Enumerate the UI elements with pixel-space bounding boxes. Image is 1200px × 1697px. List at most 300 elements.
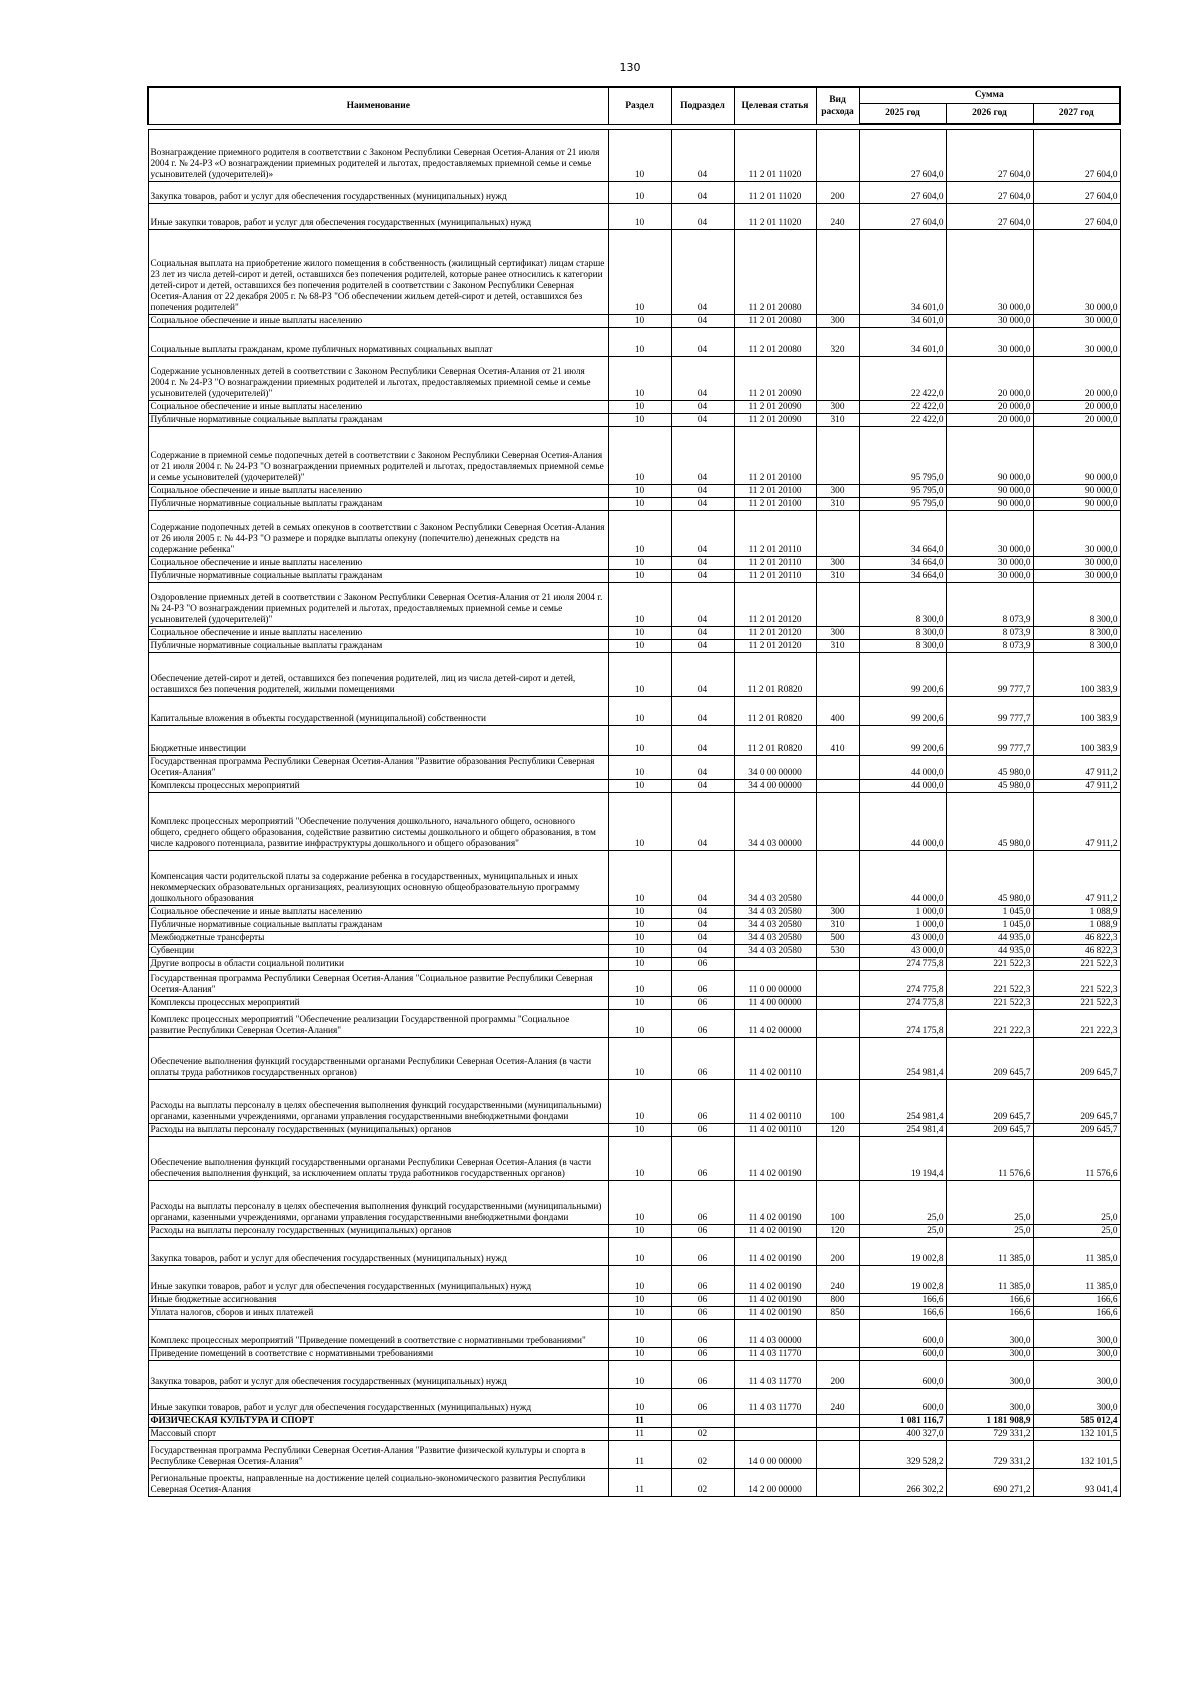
row-subsection: 04: [671, 851, 734, 906]
row-sum-2026: 30 000,0: [946, 328, 1033, 357]
header-year-2025: 2025 год: [859, 103, 946, 124]
row-sum-2025: 600,0: [859, 1361, 946, 1389]
row-expense-type: 240: [816, 1389, 859, 1415]
row-subsection: 06: [671, 1307, 734, 1320]
row-name: Содержание в приемной семье подопечных детей в соответствии с Законом Республики Северная Осетия-Алания от 21 июля 2004 г. № 24-РЗ "О вознаграждении приемных родителей и льготах, предоставляемых приемной семье и семье усыновителей (удочерителей)": [148, 427, 608, 485]
row-name: Социальное обеспечение и иные выплаты населению: [148, 627, 608, 640]
row-sum-2026: 209 645,7: [946, 1124, 1033, 1137]
row-subsection: 04: [671, 945, 734, 958]
row-section: 10: [608, 570, 671, 583]
row-sum-2027: 30 000,0: [1033, 511, 1120, 557]
row-sum-2026: 8 073,9: [946, 583, 1033, 627]
row-sum-2025: 19 194,4: [859, 1137, 946, 1181]
row-name: Социальное обеспечение и иные выплаты населению: [148, 401, 608, 414]
row-sum-2025: 274 175,8: [859, 1010, 946, 1038]
row-subsection: 04: [671, 570, 734, 583]
row-expense-type: [816, 1320, 859, 1348]
row-sum-2026: 300,0: [946, 1389, 1033, 1415]
budget-table: [147, 86, 1121, 1497]
page-number: 130: [619, 61, 641, 74]
row-sum-2026: 1 045,0: [946, 906, 1033, 919]
row-target-article: [734, 1415, 816, 1428]
row-sum-2026: 44 935,0: [946, 945, 1033, 958]
row-sum-2025: 166,6: [859, 1294, 946, 1307]
table-row: [148, 1137, 1120, 1181]
row-expense-type: [816, 780, 859, 793]
row-name: Расходы на выплаты персоналу в целях обеспечения выполнения функций государственными (муниципальными) органами, казенными учреждениями, органами управления государственными внебюджетными фондами: [148, 1181, 608, 1225]
row-expense-type: 300: [816, 485, 859, 498]
row-expense-type: [816, 511, 859, 557]
row-subsection: 06: [671, 1080, 734, 1124]
row-sum-2027: 30 000,0: [1033, 315, 1120, 328]
row-target-article: 34 4 00 00000: [734, 780, 816, 793]
row-name: Уплата налогов, сборов и иных платежей: [148, 1307, 608, 1320]
table-row: [148, 627, 1120, 640]
row-section: 10: [608, 640, 671, 653]
row-expense-type: [816, 997, 859, 1010]
row-expense-type: 410: [816, 726, 859, 756]
row-section: 11: [608, 1415, 671, 1428]
row-expense-type: 850: [816, 1307, 859, 1320]
row-target-article: 11 4 02 00190: [734, 1137, 816, 1181]
row-expense-type: 500: [816, 932, 859, 945]
table-row: [148, 485, 1120, 498]
row-section: 10: [608, 1361, 671, 1389]
row-expense-type: [816, 357, 859, 401]
row-target-article: 11 2 01 20100: [734, 427, 816, 485]
row-section: 10: [608, 583, 671, 627]
row-name: Публичные нормативные социальные выплаты гражданам: [148, 919, 608, 932]
row-sum-2027: 209 645,7: [1033, 1080, 1120, 1124]
row-sum-2026: 90 000,0: [946, 485, 1033, 498]
row-section: 10: [608, 357, 671, 401]
row-subsection: 06: [671, 1389, 734, 1415]
row-name: Публичные нормативные социальные выплаты гражданам: [148, 498, 608, 511]
row-subsection: 04: [671, 906, 734, 919]
row-expense-type: [816, 230, 859, 315]
row-subsection: 06: [671, 958, 734, 971]
table-row: [148, 328, 1120, 357]
row-target-article: 11 4 02 00110: [734, 1080, 816, 1124]
row-subsection: 04: [671, 756, 734, 780]
row-section: 10: [608, 182, 671, 204]
row-sum-2026: 20 000,0: [946, 357, 1033, 401]
table-row: [148, 971, 1120, 997]
row-expense-type: 100: [816, 1181, 859, 1225]
row-subsection: 06: [671, 1294, 734, 1307]
row-expense-type: [816, 793, 859, 851]
row-expense-type: 320: [816, 328, 859, 357]
row-sum-2025: 95 795,0: [859, 498, 946, 511]
row-section: 10: [608, 130, 671, 182]
row-target-article: 11 4 02 00190: [734, 1181, 816, 1225]
row-subsection: 06: [671, 1348, 734, 1361]
row-target-article: 11 2 01 R0820: [734, 697, 816, 726]
row-name: Содержание подопечных детей в семьях опекунов в соответствии с Законом Республики Северная Осетия-Алания от 26 июля 2005 г. № 44-РЗ "О размере и порядке выплаты опекуну (попечителю) денежных средств на содержание ребенка": [148, 511, 608, 557]
table-row: [148, 640, 1120, 653]
table-row: [148, 756, 1120, 780]
row-name: ФИЗИЧЕСКАЯ КУЛЬТУРА И СПОРТ: [148, 1415, 608, 1428]
row-sum-2027: 20 000,0: [1033, 401, 1120, 414]
row-sum-2026: 25,0: [946, 1225, 1033, 1238]
row-sum-2027: 221 522,3: [1033, 971, 1120, 997]
table-row: [148, 1307, 1120, 1320]
table-row: [148, 1266, 1120, 1294]
row-subsection: 06: [671, 1266, 734, 1294]
row-subsection: 04: [671, 357, 734, 401]
row-sum-2027: 300,0: [1033, 1320, 1120, 1348]
table-row: [148, 570, 1120, 583]
row-section: 11: [608, 1428, 671, 1441]
row-name: Компенсация части родительской платы за содержание ребенка в государственных, муниципальных и иных некоммерческих образовательных организациях, реализующих основную общеобразовательную программу дошкольного образования: [148, 851, 608, 906]
row-subsection: 04: [671, 511, 734, 557]
row-expense-type: [816, 1038, 859, 1080]
row-sum-2025: 95 795,0: [859, 427, 946, 485]
row-subsection: 06: [671, 1010, 734, 1038]
row-name: Закупка товаров, работ и услуг для обеспечения государственных (муниципальных) нужд: [148, 1238, 608, 1266]
row-name: Иные бюджетные ассигнования: [148, 1294, 608, 1307]
row-name: Другие вопросы в области социальной политики: [148, 958, 608, 971]
row-section: 10: [608, 919, 671, 932]
row-subsection: 04: [671, 230, 734, 315]
row-sum-2027: 585 012,4: [1033, 1415, 1120, 1428]
row-target-article: 11 2 01 20090: [734, 401, 816, 414]
row-sum-2025: 25,0: [859, 1181, 946, 1225]
row-target-article: 34 4 03 20580: [734, 919, 816, 932]
row-target-article: 11 2 01 20120: [734, 640, 816, 653]
row-sum-2027: 47 911,2: [1033, 780, 1120, 793]
row-subsection: 04: [671, 498, 734, 511]
row-name: Публичные нормативные социальные выплаты гражданам: [148, 640, 608, 653]
row-sum-2027: 90 000,0: [1033, 498, 1120, 511]
row-subsection: 04: [671, 697, 734, 726]
table-row: [148, 315, 1120, 328]
row-name: Капитальные вложения в объекты государственной (муниципальной) собственности: [148, 697, 608, 726]
row-name: Содержание усыновленных детей в соответствии с Законом Республики Северная Осетия-Алания от 21 июля 2004 г. № 24-РЗ "О вознаграждении приемных родителей и льготах, предоставляемых приемной семье и семье усыновителей (удочерителей)": [148, 357, 608, 401]
row-sum-2027: 93 041,4: [1033, 1469, 1120, 1497]
row-section: 10: [608, 1238, 671, 1266]
header-subsection: Подраздел: [671, 87, 734, 124]
row-sum-2026: 11 576,6: [946, 1137, 1033, 1181]
row-sum-2025: 44 000,0: [859, 851, 946, 906]
row-target-article: 11 4 02 00110: [734, 1038, 816, 1080]
row-sum-2025: 99 200,6: [859, 697, 946, 726]
table-row: [148, 653, 1120, 697]
row-expense-type: 300: [816, 401, 859, 414]
table-row: [148, 1294, 1120, 1307]
row-subsection: 04: [671, 414, 734, 427]
row-sum-2026: 166,6: [946, 1307, 1033, 1320]
row-target-article: 11 2 01 11020: [734, 182, 816, 204]
table-row: [148, 906, 1120, 919]
row-subsection: 04: [671, 401, 734, 414]
row-expense-type: 310: [816, 414, 859, 427]
row-section: 10: [608, 997, 671, 1010]
row-subsection: 04: [671, 919, 734, 932]
row-name: Иные закупки товаров, работ и услуг для обеспечения государственных (муниципальных) нужд: [148, 204, 608, 230]
row-sum-2027: 132 101,5: [1033, 1441, 1120, 1469]
row-sum-2025: 274 775,8: [859, 971, 946, 997]
row-target-article: 11 4 02 00190: [734, 1238, 816, 1266]
row-sum-2027: 30 000,0: [1033, 557, 1120, 570]
row-target-article: 11 2 01 20100: [734, 485, 816, 498]
table-row: [148, 130, 1120, 182]
row-sum-2025: 400 327,0: [859, 1428, 946, 1441]
row-sum-2026: 90 000,0: [946, 427, 1033, 485]
row-sum-2027: 27 604,0: [1033, 204, 1120, 230]
row-sum-2025: 266 302,2: [859, 1469, 946, 1497]
row-section: 10: [608, 971, 671, 997]
row-expense-type: 310: [816, 919, 859, 932]
row-subsection: 04: [671, 627, 734, 640]
row-sum-2026: 11 385,0: [946, 1266, 1033, 1294]
row-target-article: [734, 1428, 816, 1441]
table-row: [148, 1080, 1120, 1124]
row-expense-type: 240: [816, 1266, 859, 1294]
table-row: [148, 919, 1120, 932]
row-expense-type: [816, 971, 859, 997]
row-target-article: 11 2 01 20090: [734, 357, 816, 401]
table-row: [148, 414, 1120, 427]
table-row: [148, 204, 1120, 230]
row-sum-2027: 46 822,3: [1033, 932, 1120, 945]
table-row: [148, 1010, 1120, 1038]
row-subsection: 06: [671, 997, 734, 1010]
row-expense-type: [816, 756, 859, 780]
row-sum-2025: 19 002,8: [859, 1238, 946, 1266]
row-sum-2025: 254 981,4: [859, 1038, 946, 1080]
row-sum-2025: 1 081 116,7: [859, 1415, 946, 1428]
header-expense-type: Вид расхода: [816, 87, 859, 124]
row-expense-type: [816, 1415, 859, 1428]
row-target-article: 11 4 02 00000: [734, 1010, 816, 1038]
row-section: 10: [608, 958, 671, 971]
row-sum-2026: 729 331,2: [946, 1428, 1033, 1441]
row-subsection: 06: [671, 1361, 734, 1389]
row-subsection: 06: [671, 1225, 734, 1238]
row-expense-type: 240: [816, 204, 859, 230]
row-subsection: 06: [671, 1238, 734, 1266]
row-section: 10: [608, 557, 671, 570]
row-name: Государственная программа Республики Северная Осетия-Алания "Развитие образования Республики Северная Осетия-Алания": [148, 756, 608, 780]
row-target-article: 11 2 01 20120: [734, 627, 816, 640]
row-target-article: 11 2 01 20120: [734, 583, 816, 627]
row-target-article: 11 2 01 20110: [734, 557, 816, 570]
row-target-article: 34 4 03 20580: [734, 932, 816, 945]
row-sum-2026: 25,0: [946, 1181, 1033, 1225]
row-expense-type: 310: [816, 498, 859, 511]
row-sum-2025: 274 775,8: [859, 958, 946, 971]
row-sum-2025: 95 795,0: [859, 485, 946, 498]
table-row: [148, 230, 1120, 315]
row-sum-2027: 11 385,0: [1033, 1238, 1120, 1266]
row-name: Обеспечение выполнения функций государственными органами Республики Северная Осетия-Алания (в части оплаты труда работников государственных органов): [148, 1038, 608, 1080]
row-sum-2026: 30 000,0: [946, 557, 1033, 570]
row-section: 10: [608, 697, 671, 726]
table-header: [148, 87, 1120, 124]
row-section: 10: [608, 793, 671, 851]
row-sum-2025: 600,0: [859, 1389, 946, 1415]
row-expense-type: 300: [816, 557, 859, 570]
row-sum-2027: 221 522,3: [1033, 958, 1120, 971]
table-row: [148, 427, 1120, 485]
row-sum-2026: 221 522,3: [946, 958, 1033, 971]
row-name: Вознаграждение приемного родителя в соответствии с Законом Республики Северная Осетия-Алания от 21 июля 2004 г. № 24-РЗ «О вознаграждении приемных родителей и льготах, предоставляемых приемной семье и семье усыновителей (удочерителей)»: [148, 130, 608, 182]
row-sum-2026: 30 000,0: [946, 511, 1033, 557]
row-expense-type: [816, 1469, 859, 1497]
row-subsection: 04: [671, 485, 734, 498]
row-section: 10: [608, 204, 671, 230]
row-sum-2027: 46 822,3: [1033, 945, 1120, 958]
row-section: 10: [608, 1080, 671, 1124]
row-sum-2026: 300,0: [946, 1361, 1033, 1389]
table-row: [148, 932, 1120, 945]
row-sum-2027: 47 911,2: [1033, 756, 1120, 780]
row-sum-2025: 22 422,0: [859, 414, 946, 427]
row-sum-2027: 30 000,0: [1033, 328, 1120, 357]
row-name: Расходы на выплаты персоналу в целях обеспечения выполнения функций государственными (муниципальными) органами, казенными учреждениями, органами управления государственными внебюджетными фондами: [148, 1080, 608, 1124]
row-subsection: [671, 1415, 734, 1428]
row-sum-2026: 27 604,0: [946, 182, 1033, 204]
table-row: [148, 1348, 1120, 1361]
row-name: Социальное обеспечение и иные выплаты населению: [148, 485, 608, 498]
row-sum-2027: 300,0: [1033, 1361, 1120, 1389]
row-sum-2025: 34 601,0: [859, 315, 946, 328]
row-subsection: 04: [671, 315, 734, 328]
row-sum-2025: 34 664,0: [859, 570, 946, 583]
row-sum-2027: 8 300,0: [1033, 640, 1120, 653]
row-target-article: 11 4 03 11770: [734, 1361, 816, 1389]
table-row: [148, 958, 1120, 971]
table-row: [148, 401, 1120, 414]
row-sum-2027: 20 000,0: [1033, 414, 1120, 427]
row-sum-2025: 44 000,0: [859, 780, 946, 793]
row-sum-2026: 45 980,0: [946, 793, 1033, 851]
row-name: Государственная программа Республики Северная Осетия-Алания "Социальное развитие Республики Северная Осетия-Алания": [148, 971, 608, 997]
row-name: Иные закупки товаров, работ и услуг для обеспечения государственных (муниципальных) нужд: [148, 1266, 608, 1294]
table-row: [148, 1124, 1120, 1137]
row-sum-2026: 27 604,0: [946, 130, 1033, 182]
row-expense-type: [816, 653, 859, 697]
row-sum-2025: 8 300,0: [859, 583, 946, 627]
row-sum-2026: 90 000,0: [946, 498, 1033, 511]
row-sum-2026: 8 073,9: [946, 627, 1033, 640]
row-section: 10: [608, 498, 671, 511]
table-row: [148, 1361, 1120, 1389]
row-expense-type: [816, 1428, 859, 1441]
row-sum-2025: 600,0: [859, 1320, 946, 1348]
row-name: Социальные выплаты гражданам, кроме публичных нормативных социальных выплат: [148, 328, 608, 357]
row-sum-2025: 44 000,0: [859, 756, 946, 780]
table-row: [148, 1181, 1120, 1225]
row-section: 10: [608, 427, 671, 485]
row-subsection: 04: [671, 130, 734, 182]
row-sum-2025: 1 000,0: [859, 906, 946, 919]
row-sum-2025: 27 604,0: [859, 182, 946, 204]
row-expense-type: 120: [816, 1124, 859, 1137]
row-expense-type: [816, 1137, 859, 1181]
row-name: Обеспечение выполнения функций государственными органами Республики Северная Осетия-Алания (в части обеспечения выполнения функций, за исключением оплаты труда работников государственных органов): [148, 1137, 608, 1181]
row-subsection: 04: [671, 653, 734, 697]
table-row: [148, 511, 1120, 557]
row-section: 10: [608, 851, 671, 906]
row-target-article: 11 2 01 11020: [734, 130, 816, 182]
row-expense-type: 200: [816, 1361, 859, 1389]
row-sum-2026: 99 777,7: [946, 653, 1033, 697]
row-section: 10: [608, 1320, 671, 1348]
row-name: Комплекс процессных мероприятий "Приведение помещений в соответствие с нормативными требованиями": [148, 1320, 608, 1348]
row-subsection: 06: [671, 1181, 734, 1225]
row-subsection: 04: [671, 583, 734, 627]
row-target-article: 11 4 02 00190: [734, 1307, 816, 1320]
row-sum-2026: 30 000,0: [946, 230, 1033, 315]
row-subsection: 02: [671, 1469, 734, 1497]
table-row: [148, 1428, 1120, 1441]
row-sum-2027: 1 088,9: [1033, 906, 1120, 919]
table-row: [148, 1469, 1120, 1497]
row-sum-2026: 1 181 908,9: [946, 1415, 1033, 1428]
row-target-article: 11 4 02 00190: [734, 1225, 816, 1238]
row-sum-2025: 600,0: [859, 1348, 946, 1361]
row-section: 10: [608, 401, 671, 414]
table-row: [148, 557, 1120, 570]
row-sum-2026: 20 000,0: [946, 414, 1033, 427]
row-name: Социальная выплата на приобретение жилого помещения в собственность (жилищный сертификат) лицам старше 23 лет из числа детей-сирот и детей, оставшихся без попечения родителей, которые ранее относились к категории детей-сирот и детей, оставшихся без попечения родителей в соответствии с Законом Республики Северная Осетия-Алания от 22 декабря 2005 г. № 68-РЗ "Об обеспечении жильем детей-сирот и детей, оставшихся без попечения родителей": [148, 230, 608, 315]
row-section: 10: [608, 414, 671, 427]
table-row: [148, 498, 1120, 511]
row-expense-type: [816, 130, 859, 182]
row-name: Социальное обеспечение и иные выплаты населению: [148, 315, 608, 328]
row-section: 10: [608, 315, 671, 328]
row-sum-2027: 47 911,2: [1033, 851, 1120, 906]
row-sum-2027: 100 383,9: [1033, 653, 1120, 697]
row-subsection: 04: [671, 557, 734, 570]
row-subsection: 06: [671, 1137, 734, 1181]
row-sum-2027: 11 385,0: [1033, 1266, 1120, 1294]
row-name: Субвенции: [148, 945, 608, 958]
row-expense-type: [816, 1348, 859, 1361]
row-section: 10: [608, 230, 671, 315]
row-sum-2026: 30 000,0: [946, 570, 1033, 583]
row-target-article: 11 2 01 20080: [734, 328, 816, 357]
row-expense-type: [816, 1441, 859, 1469]
row-section: 10: [608, 780, 671, 793]
row-target-article: 11 2 01 R0820: [734, 653, 816, 697]
row-expense-type: [816, 958, 859, 971]
row-expense-type: 200: [816, 182, 859, 204]
row-section: 10: [608, 1181, 671, 1225]
row-sum-2026: 209 645,7: [946, 1080, 1033, 1124]
row-sum-2027: 11 576,6: [1033, 1137, 1120, 1181]
row-sum-2027: 166,6: [1033, 1307, 1120, 1320]
row-sum-2025: 43 000,0: [859, 932, 946, 945]
row-sum-2025: 27 604,0: [859, 204, 946, 230]
row-subsection: 04: [671, 780, 734, 793]
row-target-article: 34 4 03 20580: [734, 945, 816, 958]
row-section: 10: [608, 932, 671, 945]
row-subsection: 02: [671, 1428, 734, 1441]
row-sum-2025: 27 604,0: [859, 130, 946, 182]
row-section: 10: [608, 1137, 671, 1181]
row-sum-2025: 1 000,0: [859, 919, 946, 932]
table-row: [148, 726, 1120, 756]
row-target-article: 34 4 03 00000: [734, 793, 816, 851]
row-sum-2026: 221 222,3: [946, 1010, 1033, 1038]
table-row: [148, 697, 1120, 726]
row-name: Комплексы процессных мероприятий: [148, 780, 608, 793]
row-sum-2027: 300,0: [1033, 1389, 1120, 1415]
row-target-article: 11 4 02 00110: [734, 1124, 816, 1137]
